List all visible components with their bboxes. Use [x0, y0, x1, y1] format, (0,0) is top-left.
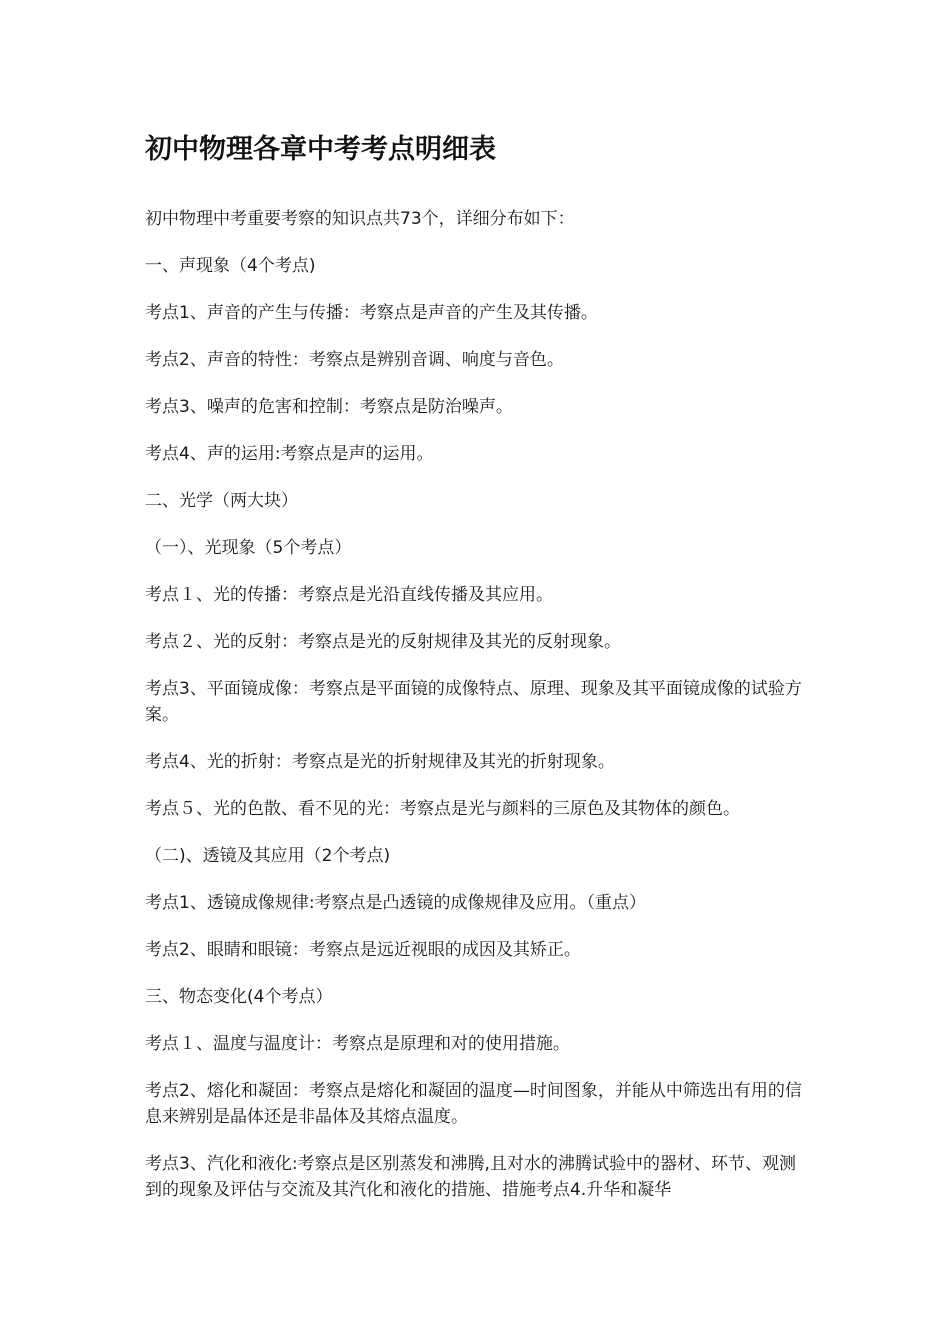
document-body	[145, 128, 810, 1224]
list-item: 考点4、声的运用:考察点是声的运用。	[145, 444, 434, 464]
list-item: 考点1、透镜成像规律:考察点是凸透镜的成像规律及应用。（重点）	[145, 893, 647, 913]
list-item: 考点2、熔化和凝固：考察点是熔化和凝固的温度—时间图象，并能从中筛选出有用的信息来辨别是晶体还是非晶体及其熔点温度。	[145, 1081, 802, 1127]
list-item: 考点3、平面镜成像：考察点是平面镜的成像特点、原理、现象及其平面镜成像的试验方案。	[145, 679, 802, 725]
list-item: 考点3、汽化和液化:考察点是区别蒸发和沸腾,且对水的沸腾试验中的器材、环节、观测到的现象及评估与交流及其汽化和液化的措施、措施考点4.升华和凝华	[145, 1154, 796, 1200]
list-item: 考点2、声音的特性：考察点是辨别音调、响度与音色。	[145, 350, 564, 370]
list-item: 考点２、光的反射：考察点是光的反射规律及其光的反射现象。	[145, 632, 621, 652]
list-item: 考点3、噪声的危害和控制：考察点是防治噪声。	[145, 397, 513, 417]
list-item: 考点５、光的色散、看不见的光：考察点是光与颜料的三原色及其物体的颜色。	[145, 799, 740, 819]
list-item: 考点2、眼睛和眼镜：考察点是远近视眼的成因及其矫正。	[145, 940, 581, 960]
section-heading-sound: 一、声现象（4个考点)	[145, 256, 316, 276]
subsection-heading-light: （一）、光现象（5个考点）	[145, 538, 352, 558]
list-item: 考点4、光的折射：考察点是光的折射规律及其光的折射现象。	[145, 752, 615, 772]
document-title: 初中物理各章中考考点明细表	[145, 134, 496, 165]
list-item: 考点1、声音的产生与传播：考察点是声音的产生及其传播。	[145, 303, 598, 323]
list-item: 考点１、温度与温度计：考察点是原理和对的使用措施。	[145, 1034, 570, 1054]
list-item: 考点１、光的传播：考察点是光沿直线传播及其应用。	[145, 585, 553, 605]
subsection-heading-lens: （二)、透镜及其应用（2个考点)	[145, 846, 391, 866]
intro-paragraph: 初中物理中考重要考察的知识点共73个，详细分布如下：	[145, 209, 575, 229]
section-heading-optics: 二、光学（两大块）	[145, 491, 298, 511]
section-heading-states: 三、物态变化(4个考点）	[145, 987, 333, 1007]
